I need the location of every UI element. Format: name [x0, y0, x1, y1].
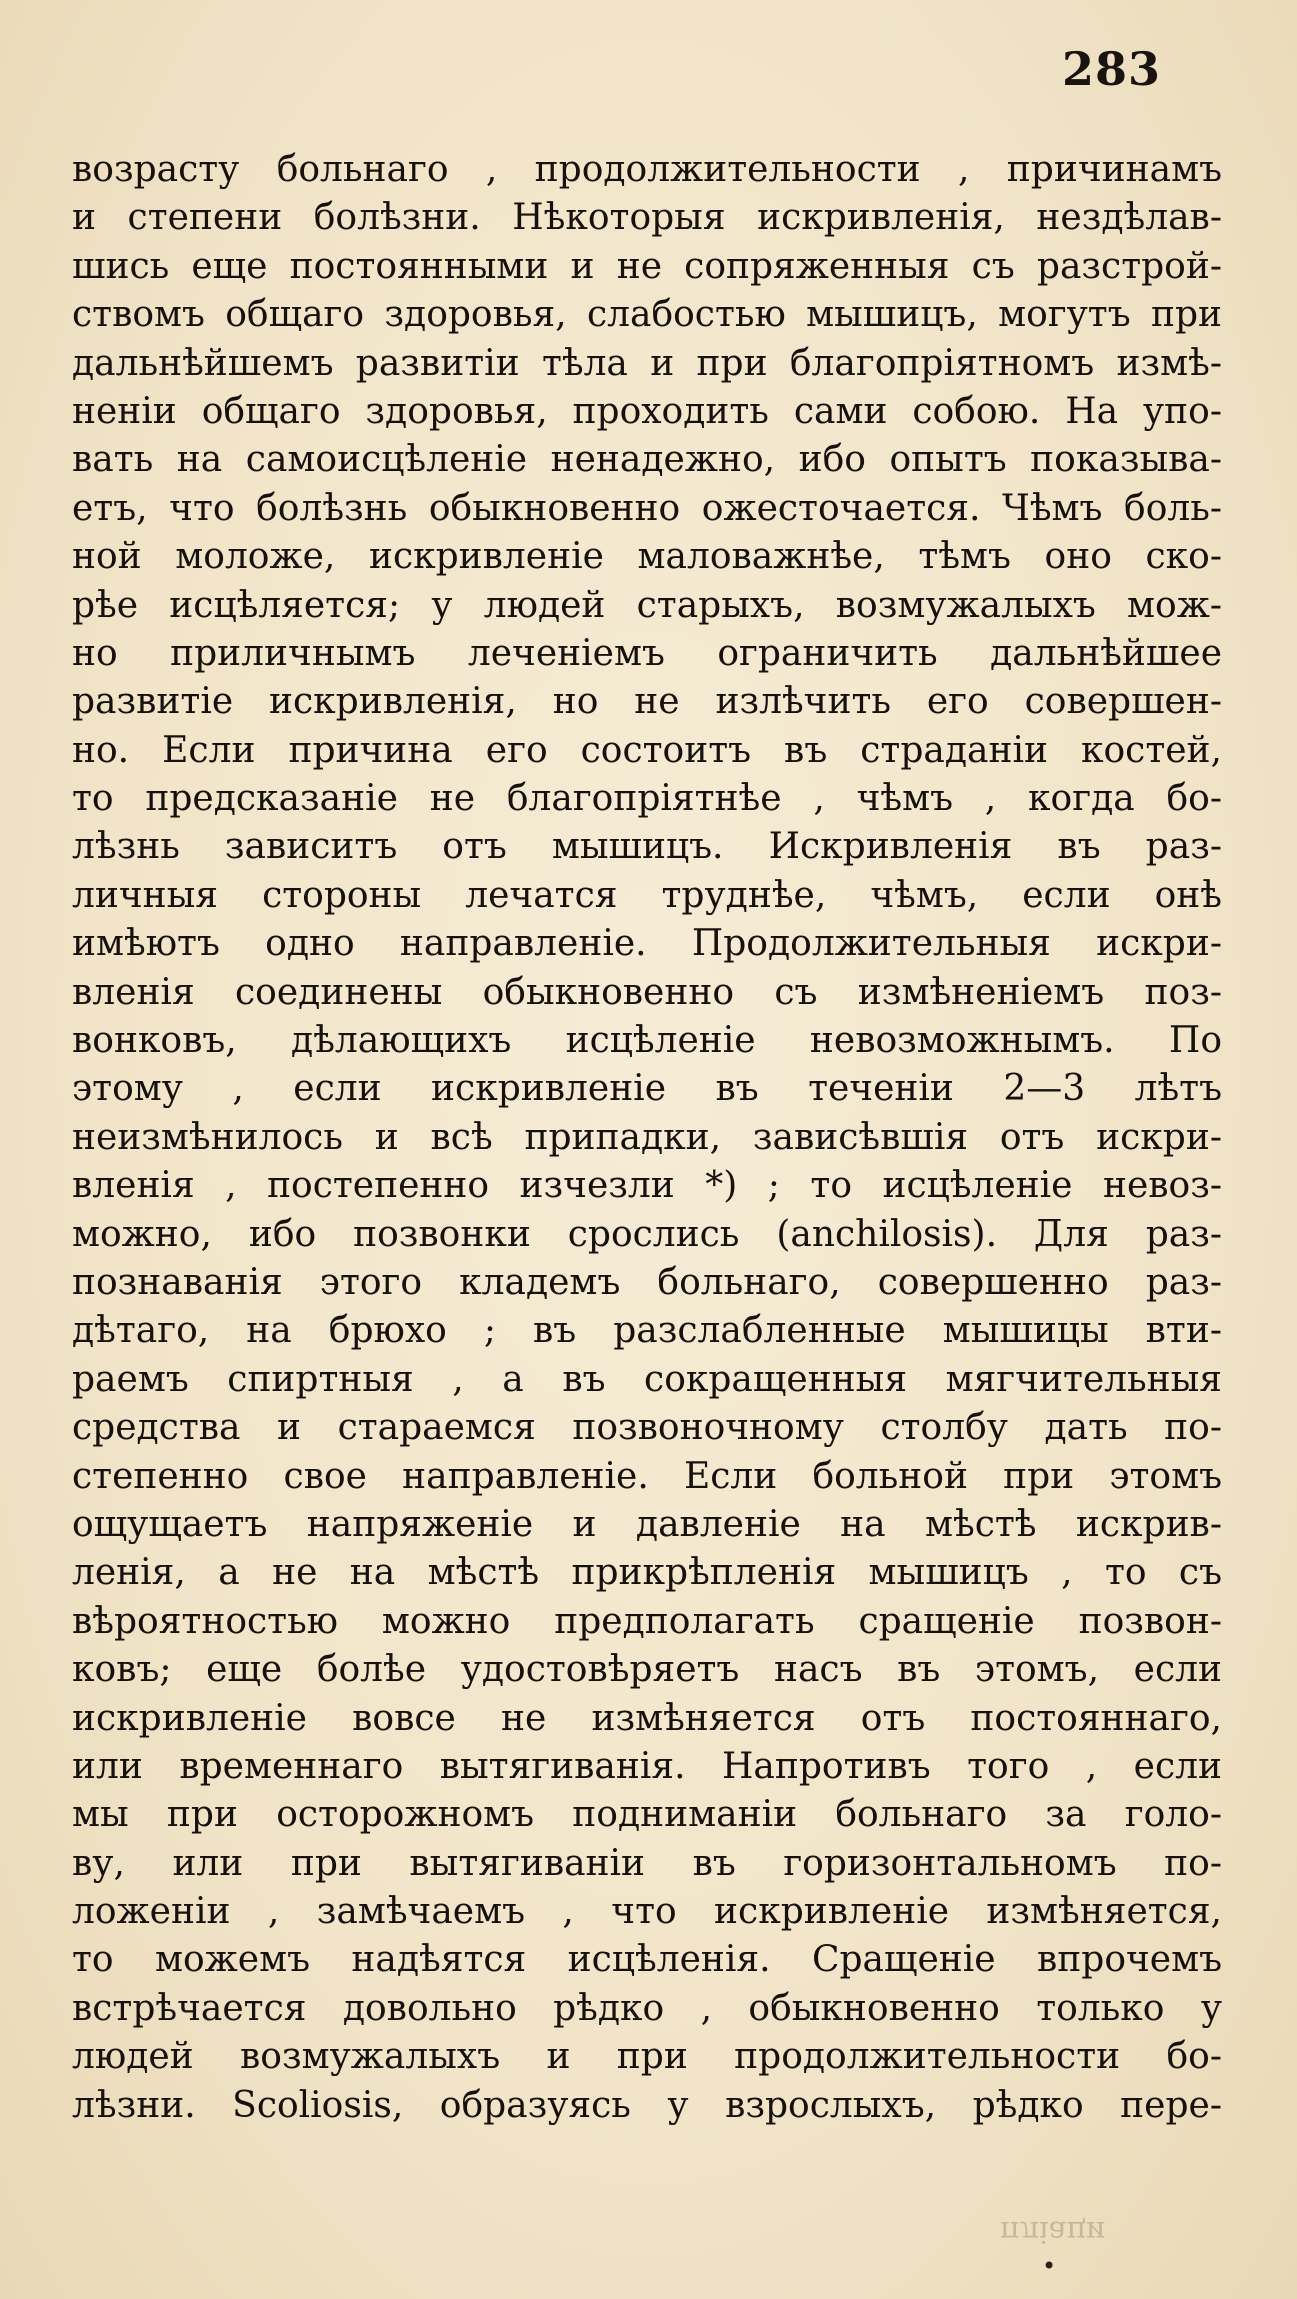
text-line: ковъ; еще болѣе удостовѣряетъ насъ въ этомъ, если: [72, 1649, 1222, 1691]
text-line: раемъ спиртныя , а въ сокращенныя мягчительныя: [72, 1358, 1222, 1400]
text-line: ленія, а не на мѣстѣ прикрѣпленія мышицъ , то съ: [72, 1552, 1222, 1594]
text-line: познаванія этого кладемъ больнаго, совершенно раз-: [72, 1261, 1222, 1303]
text-line: ощущаетъ напряженіе и давленіе на мѣстѣ искрив-: [72, 1503, 1222, 1545]
page-number: 283: [1062, 42, 1162, 96]
text-line: то можемъ надѣятся исцѣленія. Сращеніе впрочемъ: [72, 1939, 1222, 1981]
bleed-through-text: пліаци: [1000, 2214, 1106, 2249]
text-line: развитіе искривленія, но не излѣчить его совершен-: [72, 681, 1222, 723]
text-line: ву, или при вытягиваніи въ горизонтальномъ по-: [72, 1842, 1222, 1884]
text-line: ной моложе, искривленіе маловажнѣе, тѣмъ оно ско-: [72, 536, 1222, 578]
text-line: вать на самоисцѣленіе ненадежно, ибо опытъ показыва-: [72, 439, 1222, 481]
text-line: можно, ибо позвонки срослись (anchilosis). Для раз-: [72, 1213, 1222, 1255]
footer-mark: •: [1042, 2252, 1057, 2280]
text-line: дальнѣйшемъ развитіи тѣла и при благопріятномъ измѣ-: [72, 342, 1222, 384]
text-line: неизмѣнилось и всѣ припадки, зависѣвшія отъ искри-: [72, 1116, 1222, 1158]
body-text: [72, 146, 1222, 2130]
text-line: искривленіе вовсе не измѣняется отъ постояннаго,: [72, 1697, 1222, 1739]
text-line: встрѣчается довольно рѣдко , обыкновенно только у: [72, 1987, 1222, 2029]
text-line: вленія , постепенно изчезли *) ; то исцѣленіе невоз-: [72, 1165, 1222, 1207]
text-line: средства и стараемся позвоночному столбу дать по-: [72, 1407, 1222, 1449]
text-line: имѣютъ одно направленіе. Продолжительныя искри-: [72, 923, 1222, 965]
text-line: лѣзни. Scoliosis, образуясь у взрослыхъ, рѣдко пере-: [72, 2084, 1222, 2126]
text-line: лѣзнь зависитъ отъ мышицъ. Искривленія въ раз-: [72, 826, 1222, 868]
text-line: и степени болѣзни. Нѣкоторыя искривленія, нездѣлав-: [72, 197, 1222, 239]
text-line: ложеніи , замѣчаемъ , что искривленіе измѣняется,: [72, 1891, 1222, 1933]
text-line: этому , если искривленіе въ теченіи 2—3 лѣтъ: [72, 1068, 1222, 1110]
text-line: вонковъ, дѣлающихъ исцѣленіе невозможнымъ. По: [72, 1020, 1222, 1062]
text-line: возрасту больнаго , продолжительности , причинамъ: [72, 149, 1222, 190]
text-line: неніи общаго здоровья, проходить сами собою. На упо-: [72, 390, 1222, 432]
text-line: степенно свое направленіе. Если больной при этомъ: [72, 1455, 1222, 1497]
bleed-through-area: [0, 2214, 1297, 2274]
text-line: или временнаго вытягиванія. Напротивъ того , если: [72, 1745, 1222, 1787]
text-line: дѣтаго, на брюхо ; въ разслабленные мышицы вти-: [72, 1310, 1222, 1352]
text-line: вленія соединены обыкновенно съ измѣненіемъ поз-: [72, 971, 1222, 1013]
text-line: но приличнымъ леченіемъ ограничить дальнѣйшее: [72, 632, 1222, 674]
text-line: етъ, что болѣзнь обыкновенно ожесточается. Чѣмъ боль-: [72, 487, 1222, 529]
text-line: шись еще постоянными и не сопряженныя съ разстрой-: [72, 245, 1222, 287]
text-line: людей возмужалыхъ и при продолжительности бо-: [72, 2036, 1222, 2078]
text-line: но. Если причина его состоитъ въ страданіи костей,: [72, 729, 1222, 771]
text-line: рѣе исцѣляется; у людей старыхъ, возмужалыхъ мож-: [72, 584, 1222, 626]
text-line: то предсказаніе не благопріятнѣе , чѣмъ , когда бо-: [72, 778, 1222, 820]
text-line: мы при осторожномъ подниманіи больнаго за голо-: [72, 1794, 1222, 1836]
text-line: вѣроятностью можно предполагать сращеніе позвон-: [72, 1600, 1222, 1642]
text-line: личныя стороны лечатся труднѣе, чѣмъ, если онѣ: [72, 874, 1222, 916]
text-line: ствомъ общаго здоровья, слабостью мышицъ, могутъ при: [72, 294, 1222, 336]
